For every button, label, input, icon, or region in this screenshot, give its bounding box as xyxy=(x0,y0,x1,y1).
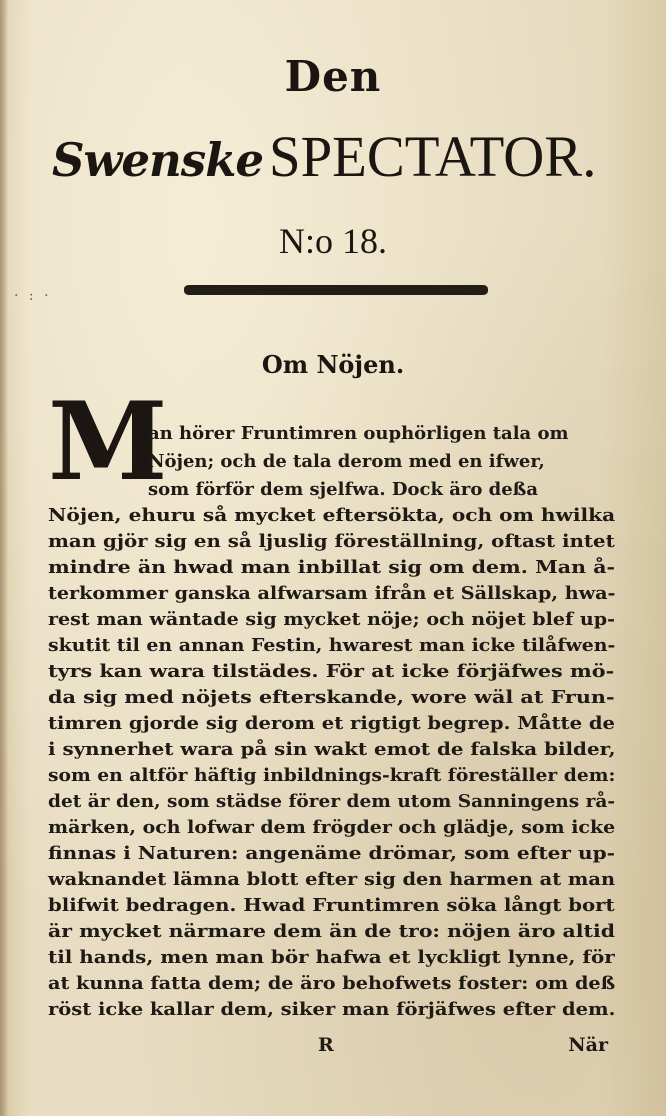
header-den: Den xyxy=(284,52,382,101)
body-line: waknandet lämna blott efter sig den harmen at man xyxy=(48,869,616,890)
body-line: timren gjorde sig derom et rigtigt begrep. Måtte de xyxy=(48,713,615,734)
header-divider xyxy=(184,285,488,295)
body-line: mindre än hwad man inbillat sig om dem. Man å- xyxy=(48,557,616,578)
body-line: an hörer Fruntimren ouphörligen tala om xyxy=(148,423,569,444)
header-title xyxy=(52,124,620,189)
body-line: skutit til en annan Festin, hwarest man icke tilåfwen- xyxy=(48,635,616,656)
body-line: rest man wäntade sig mycket nöje; och nöjet blef up- xyxy=(48,609,615,630)
body-line: Nöjen; och de tala derom med en ifwer, xyxy=(148,451,545,472)
section-title: Om Nöjen. xyxy=(261,350,405,379)
body-line: det är den, som städse förer dem utom Sanningens rå- xyxy=(48,791,616,812)
margin-mark: · : · xyxy=(14,288,52,304)
body-line: i synnerhet wara på sin wakt emot de falska bilder, xyxy=(48,739,616,760)
body-line: som förför dem sjelfwa. Dock äro deßa xyxy=(148,479,539,500)
body-line: blifwit bedragen. Hwad Fruntimren söka långt bort xyxy=(48,895,615,916)
signature-mark: R xyxy=(318,1034,334,1056)
body-line: tyrs kan wara tilstädes. För at icke förjäfwes mö- xyxy=(48,661,615,682)
header-title-swenske: Swenske xyxy=(52,133,264,187)
page-edge-shadow xyxy=(0,0,8,1116)
body-line: röst icke kallar dem, siker man förjäfwes efter dem. xyxy=(48,999,616,1020)
body-line: finnas i Naturen: angenäme drömar, som efter up- xyxy=(48,843,615,864)
body-line: terkommer ganska alfwarsam ifrån et Sällskap, hwa- xyxy=(48,583,616,604)
body-line: man gjör sig en så ljuslig föreställning, oftast intet xyxy=(48,531,615,552)
body-line: som en altför häftig inbildnings-kraft föreställer dem: xyxy=(48,765,616,786)
body-line: til hands, men man bör hafwa et lyckligt lynne, för xyxy=(48,947,615,968)
issue-number: N:o 18. xyxy=(279,221,387,261)
body-line: är mycket närmare dem än de tro: nöjen äro altid xyxy=(48,921,615,942)
body-line: at kunna fatta dem; de äro behofwets foster: om deß xyxy=(48,973,616,994)
body-line: da sig med nöjets efterskande, wore wäl at Frun- xyxy=(48,687,615,708)
drop-cap: M xyxy=(48,379,162,505)
body-line: Nöjen, ehuru så mycket eftersökta, och om hwilka xyxy=(48,505,616,526)
header-title-spectator: SPECTATOR. xyxy=(268,124,597,189)
body-line: märken, och lofwar dem frögder och glädje, som icke xyxy=(48,817,616,838)
catchword: När xyxy=(568,1034,608,1056)
